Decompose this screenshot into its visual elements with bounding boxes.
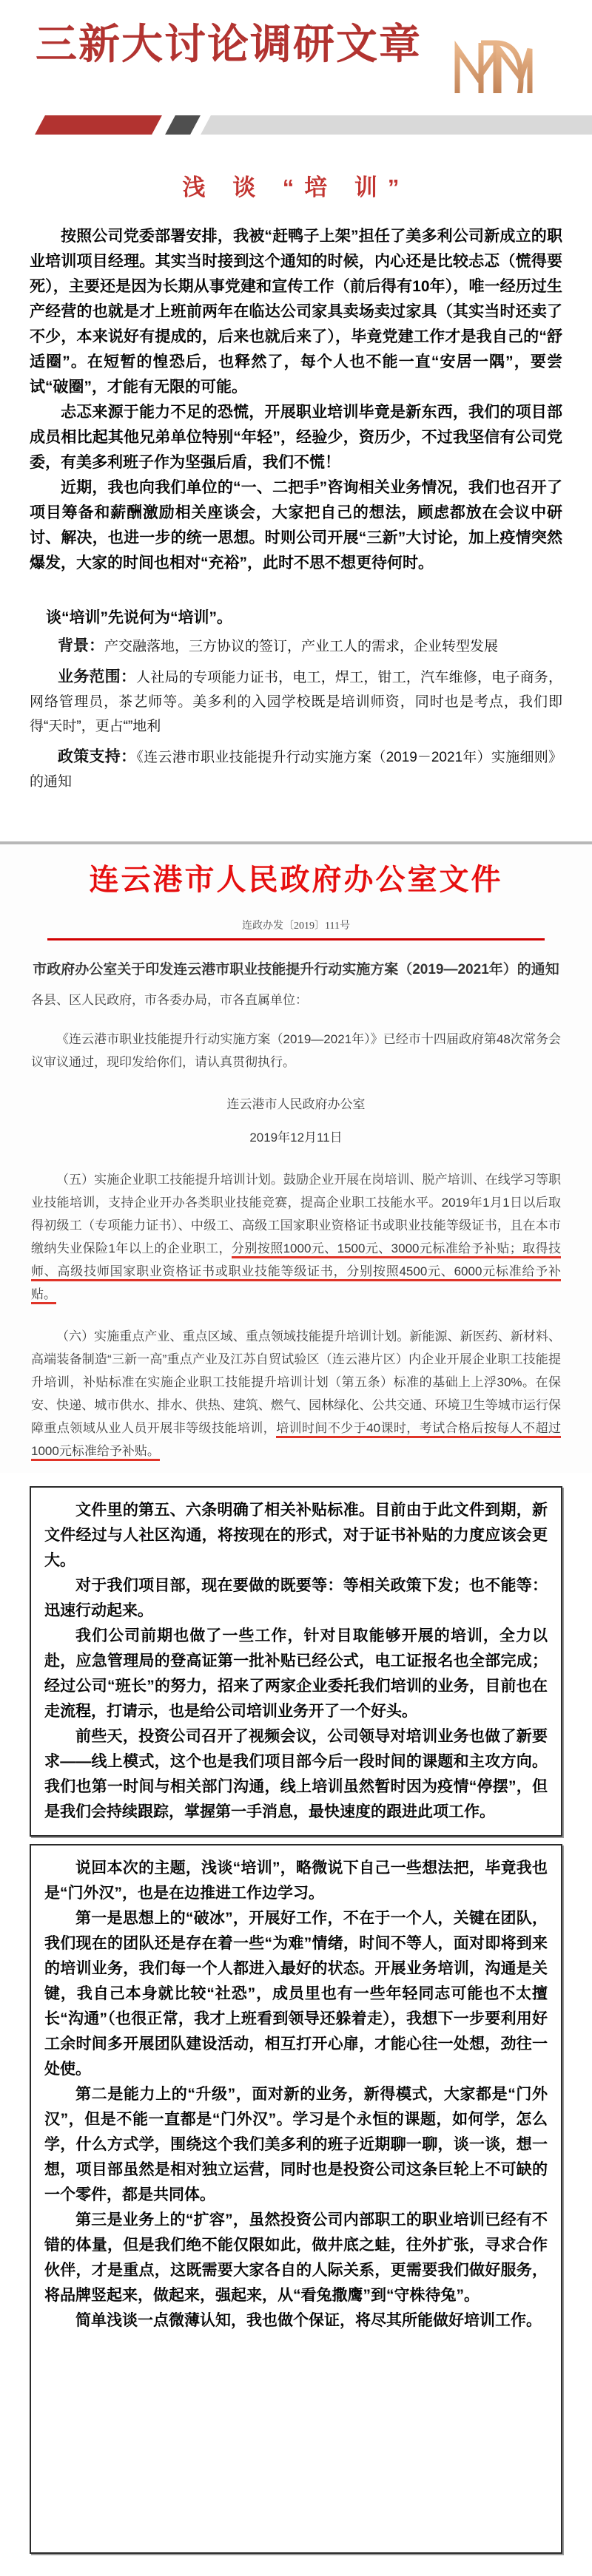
section-divider — [40, 115, 592, 138]
paragraph: 第三是业务上的“扩容”，虽然投资公司内部职工的职业培训已经有不错的体量，但是我们绝不能仅限如此，做井底之蛙，往外扩张，寻求合作伙伴，才是重点，这既需要大家各自的人际关系，更需要我们做好服务，将品牌竖起来，做起来，强起来，从“看兔撒鹰”到“守株待兔”。 — [44, 2211, 548, 2304]
paragraph: 前些天，投资公司召开了视频会议，公司领导对培训业务也做了新要求——线上模式，这个也是我们项目部今后一段时间的课题和主攻方向。我们也第一时间与相关部门沟通，线上培训虽然暂时因为疫情“停摆”，但是我们会持续跟踪，掌握第一手消息，最快速度的跟进此项工作。 — [44, 1728, 548, 1820]
paragraph: 对于我们项目部，现在要做的既要等：等相关政策下发；也不能等：迅速行动起来。 — [44, 1577, 548, 1619]
doc-title: 市政府办公室关于印发连云港市职业技能提升行动实施方案（2019—2021年）的通知 — [33, 962, 559, 977]
paragraph: 文件里的第五、六条明确了相关补贴标准。目前由于此文件到期，新文件经过与人社区沟通，将按现在的形式，对于证书补贴的力度应该会更大。 — [44, 1502, 548, 1569]
paragraph: 近期，我也向我们单位的“一、二把手”咨询相关业务情况，我们也召开了项目筹备和薪酬激励相关座谈会，大家把自己的想法，顾虑都放在会议中研讨、解决，也进一步的统一思想。时则公司开展“三新”大讨论，加上疫情突然爆发，大家的时间也相对“充裕”，此时不思不想更待何时。 — [30, 479, 562, 572]
gov-document — [0, 841, 592, 1473]
divider-dark-bar — [165, 115, 201, 135]
info-text: 《连云港市职业技能提升行动实施方案（2019－2021年）实施细则》的通知 — [30, 750, 562, 790]
underlined-highlight: 分别按照1000元、1500元、3000元标准给予补贴；取得技师、高级技师国家职业资格证书或职业技能等级证书，分别按照4500元、6000元标准给予补贴。 — [31, 1241, 561, 1304]
clause-text: （五）实施企业职工技能提升培训计划。鼓励企业开展在岗培训、脱产培训、在线学习等职业技能培训，支持企业开办各类职业技能竞赛，提高企业职工技能水平。2019年1月1日以后取得初级工（专项能力证书）、中级工、高级工国家职业资格证书或职业技能等级证书，且在本市缴纳失业保险1年以上的企业职工， — [31, 1173, 561, 1255]
info-section — [30, 634, 562, 794]
info-row-policy — [30, 745, 562, 794]
info-row-background — [30, 634, 562, 659]
doc-issuer: 连云港市人民政府办公室 — [226, 1097, 366, 1111]
info-text: 产交融落地，三方协议的签订，产业工人的需求，企业转型发展 — [104, 639, 499, 654]
comment-box-1 — [30, 1486, 562, 1837]
bottom-whitespace — [0, 2554, 592, 2576]
doc-clause-5 — [31, 1168, 561, 1306]
info-text: 人社局的专项能力证书，电工，焊工，钳工，汽车维修，电子商务，网络管理员，茶艺师等。美多利的入园学校既是培训师资，同时也是考点，我们即得“天时”，更占“”地利 — [30, 670, 562, 734]
divider-light-bar — [201, 115, 592, 135]
divider-red-bar — [35, 115, 162, 135]
doc-salutation: 各县、区人民政府，市各委办局，市各直属单位： — [31, 993, 308, 1007]
paragraph: 第一是思想上的“破冰”，开展好工作，不在于一个人，关键在团队，我们现在的团队还是存在着一些“为难”情绪，时间不等人，面对即将到来的培训业务，我们每一个人都进入最好的状态。开展业务培训，沟通是关键，我自己本身就比较“社恐”，成员里也有一些年轻同志可能也不太擅长“沟通”（也很正常，我才上班看到领导还躲着走），我想下一步要利用好工余时间多开展团队建设活动，相互打开心扉，才能心往一处想，劲往一处使。 — [44, 1910, 548, 2078]
underlined-highlight: 培训时间不少于40课时，考试合格后按每人不超过1000元标准给予补贴。 — [31, 1421, 561, 1461]
paragraph: 按照公司党委部署安排，我被“赶鸭子上架”担任了美多利公司新成立的职业培训项目经理。其实当时接到这个通知的时候，内心还是比较忐忑（慌得要死），主要还是因为长期从事党建和宣传工作（前后得有10年），唯一经历过生产经营的也就是才上班前两年在临达公司家具卖场卖过家具（其实当时还卖了不少，本来说好有提成的，后来也就后来了），毕竟党建工作才是我自己的“舒适圈”。在短暂的惶恐后，也释然了，每个人也不能一直“安居一隅”，要尝试“破圈”，才能有无限的可能。 — [30, 228, 562, 396]
doc-body-paragraph: 《连云港市职业技能提升行动实施方案（2019—2021年）》已经市十四届政府第48次常务会议审议通过，现印发给你们，请认真贯彻执行。 — [31, 1032, 561, 1069]
paragraph: 忐忑来源于能力不足的恐慌，开展职业培训毕竟是新东西，我们的项目部成员相比起其他兄弟单位特别“年轻”，经验少，资历少，不过我坚信有公司党委，有美多利班子作为坚强后盾，我们不慌！ — [30, 404, 562, 471]
doc-date: 2019年12月11日 — [249, 1131, 343, 1145]
brand-monogram-icon — [453, 35, 534, 93]
article-body — [30, 224, 562, 576]
paragraph: 说回本次的主题，浅谈“培训”，略微说下自己一些想法把，毕竟我也是“门外汉”，也是在边推进工作边学习。 — [44, 1860, 548, 1902]
doc-number: 连政办发〔2019〕111号 — [242, 921, 350, 932]
info-row-scope — [30, 665, 562, 739]
paragraph: 我们公司前期也做了一些工作，针对目取能够开展的培训，全力以赴，应急管理局的登高证第一批补贴已经公式，电工证报名也全部完成；经过公司“班长”的努力，招来了两家企业委托我们培训的业务，目前也在走流程，打请示，也是给公司培训业务开了一个好头。 — [44, 1627, 548, 1720]
lead-line: 谈“培训”先说何为“培训”。 — [46, 609, 232, 626]
doc-masthead: 连云港市人民政府办公室文件 — [89, 863, 503, 896]
paragraph: 第二是能力上的“升级”，面对新的业务，新得模式，大家都是“门外汉”，但是不能一直都是“门外汉”。学习是个永恒的课题，如何学，怎么学，什么方式学，围绕这个我们美多利的班子近期聊一聊，谈一谈，想一想，项目部虽然是相对独立运营，同时也是投资公司这条巨轮上不可缺的一个零件，都是共同体。 — [44, 2086, 548, 2203]
comment-box-2 — [30, 1844, 562, 2554]
paragraph: 简单浅谈一点微薄认知，我也做个保证，将尽其所能做好培训工作。 — [75, 2312, 542, 2329]
banner-title: 三新大讨论调研文章 — [36, 21, 422, 67]
article-title: 浅 谈 “培 训” — [182, 174, 410, 200]
clause-text: （六）实施重点产业、重点区域、重点领域技能提升培训计划。新能源、新医药、新材料、高端装备制造“三新一高”重点产业及江苏自贸试验区（连云港片区）内企业开展企业职工技能提升培训，补贴标准在实施企业职工技能提升培训计划（第五条）标准的基础上上浮30%。在保安、快递、城市供水、排水、供热、建筑、燃气、园林绿化、公共交通、环境卫生等城市运行保障重点领域从业人员开展非等级技能培训， — [31, 1329, 561, 1435]
info-label: 背景： — [58, 637, 104, 654]
banner — [0, 0, 592, 95]
doc-clause-6 — [31, 1325, 561, 1462]
info-label: 政策支持： — [58, 748, 137, 765]
doc-red-rule — [47, 938, 545, 940]
info-label: 业务范围： — [58, 668, 137, 685]
